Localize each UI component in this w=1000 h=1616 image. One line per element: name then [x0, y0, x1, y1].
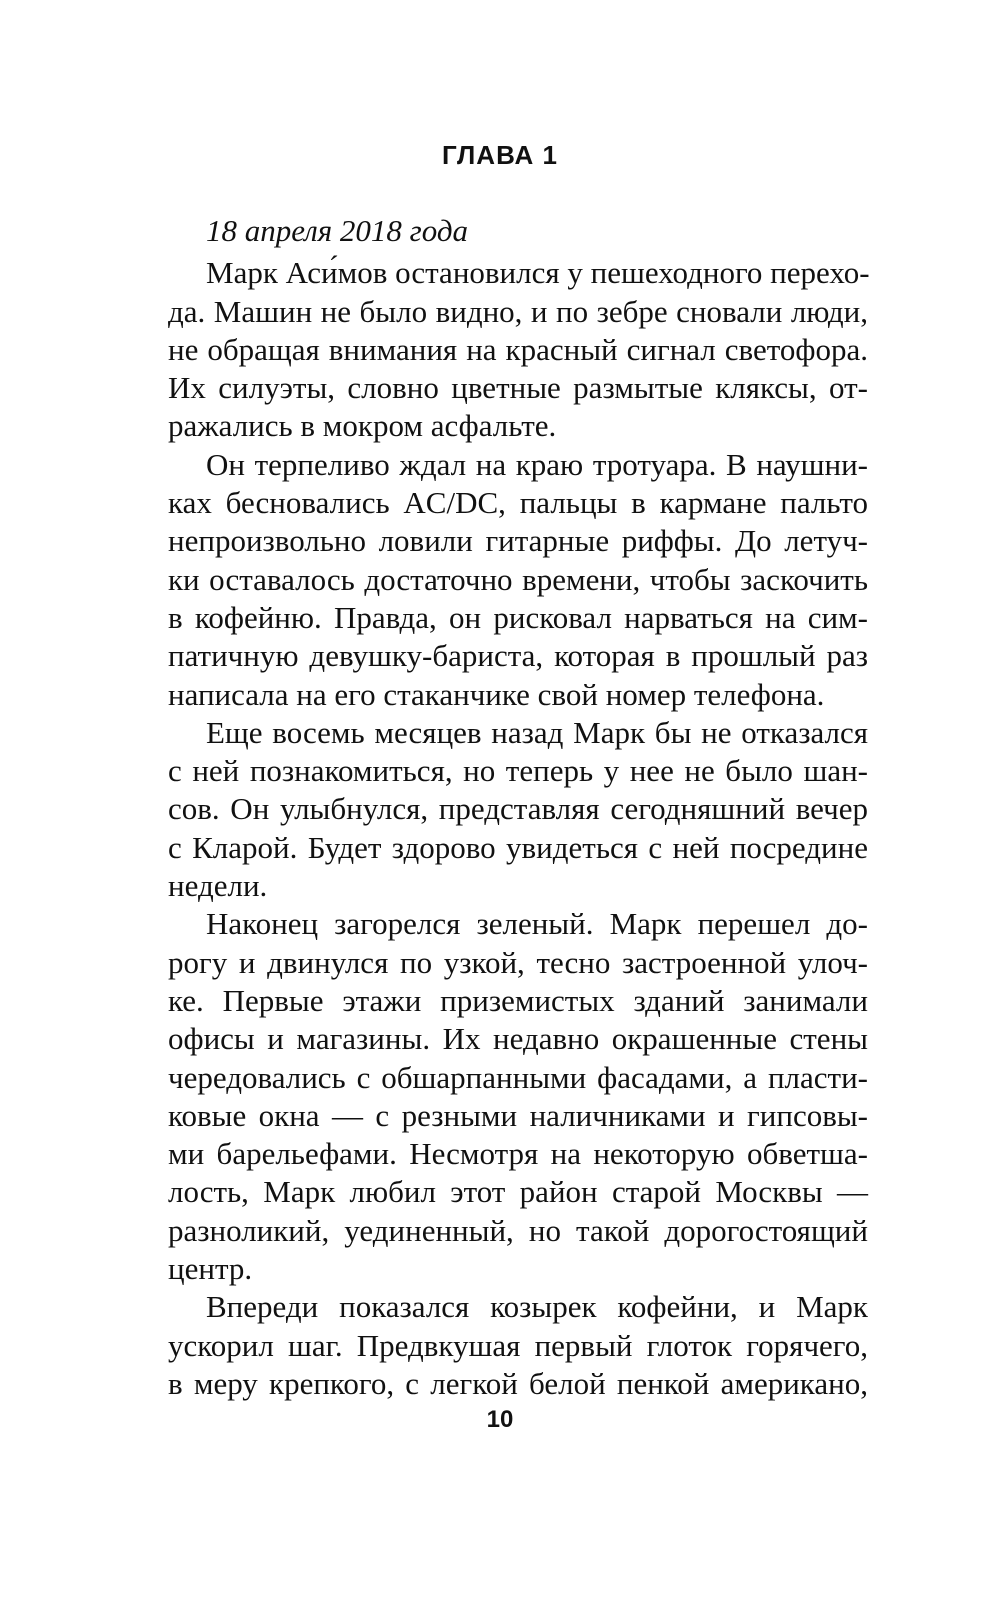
text-line: ках бесновались AC/DC, пальцы в кармане пальто [168, 485, 868, 521]
page-number: 10 [486, 1406, 514, 1433]
text-line: лость, Марк любил этот район старой Москвы — [168, 1174, 868, 1210]
body-text [168, 212, 868, 1403]
text-line: ми барельефами. Несмотря на некоторую обветша- [168, 1136, 868, 1172]
text-line: ускорил шаг. Предвкушая первый глоток горячего, [168, 1327, 868, 1363]
text-line: сов. Он улыбнулся, представляя сегодняшний вечер [168, 791, 868, 827]
text-line: Их силуэты, словно цветные размытые кляксы, от- [168, 370, 868, 406]
text-line: в кофейню. Правда, он рисковал нарваться на сим- [168, 599, 868, 635]
text-line: ке. Первые этажи приземистых зданий занимали [168, 982, 868, 1018]
text-line: ки оставалось достаточно времени, чтобы заскочить [168, 561, 868, 597]
text-line: с Кларой. Будет здорово увидеться с ней посредине [168, 829, 868, 865]
chapter-heading: ГЛАВА 1 [441, 140, 559, 170]
text-line: рогу и двинулся по узкой, тесно застроенной улоч- [168, 944, 868, 980]
text-line: непроизвольно ловили гитарные риффы. До летуч- [168, 523, 868, 559]
text-line: Марк Аси́мов остановился у пешеходного перехо- [206, 255, 870, 291]
chapter-date: 18 апреля 2018 года [206, 213, 469, 248]
text-line: патичную девушку-бариста, которая в прошлый раз [168, 638, 868, 674]
text-line: в меру крепкого, с легкой белой пенкой американо, [168, 1365, 868, 1401]
text-line: ковые окна — с резными наличниками и гипсовы- [168, 1097, 868, 1133]
text-line: офисы и магазины. Их недавно окрашенные стены [168, 1021, 868, 1057]
text-line: Он терпеливо ждал на краю тротуара. В наушни- [206, 446, 868, 482]
text-line: ражались в мокром асфальте. [168, 408, 557, 444]
text-line: разноликий, уединенный, но такой дорогостоящий [168, 1212, 868, 1248]
text-line: да. Машин не было видно, и по зебре сновали люди, [168, 293, 868, 329]
text-line: центр. [168, 1251, 253, 1287]
text-line: Еще восемь месяцев назад Марк бы не отказался [206, 714, 868, 750]
text-line: Впереди показался козырек кофейни, и Марк [206, 1289, 868, 1325]
text-line: с ней познакомиться, но теперь у нее не было шан- [168, 753, 868, 789]
text-line: чередовались с обшарпанными фасадами, а пласти- [168, 1059, 868, 1095]
text-line: написала на его стаканчике свой номер телефона. [168, 676, 825, 712]
text-line: Наконец загорелся зеленый. Марк перешел до- [206, 906, 868, 942]
text-line: не обращая внимания на красный сигнал светофора. [168, 331, 868, 367]
text-line: недели. [168, 868, 268, 904]
